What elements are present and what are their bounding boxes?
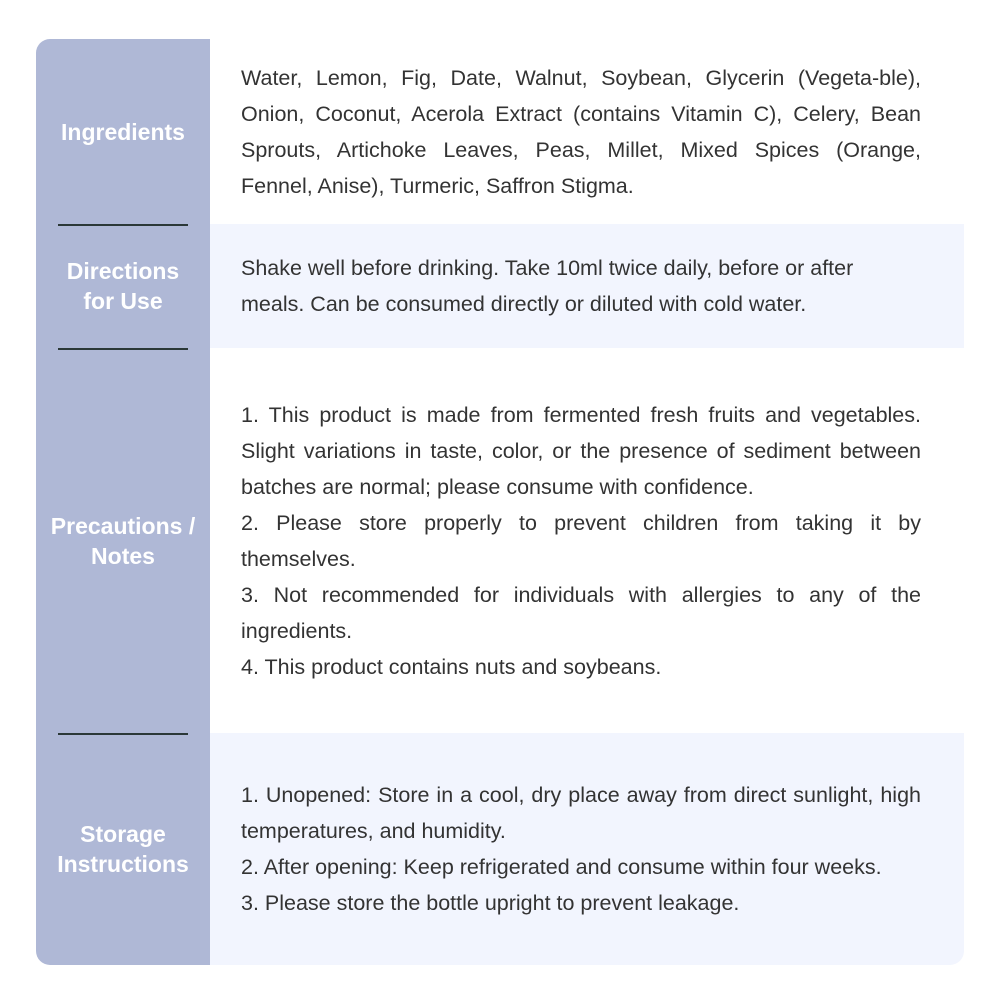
content-ingredients (210, 39, 964, 224)
content-precautions (210, 348, 964, 733)
directions-text: Shake well before drinking. Take 10ml twice daily, before or after meals. Can be consumed directly or diluted with cold water. (241, 256, 854, 316)
storage-item: 2. After opening: Keep refrigerated and consume within four weeks. (241, 855, 882, 879)
label-directions: Directions for Use (66, 258, 180, 314)
storage-item: 1. Unopened: Store in a cool, dry place away from direct sunlight, high temperatures, and humidity. (241, 783, 921, 843)
precaution-item: 3. Not recommended for individuals with allergies to any of the ingredients. (241, 582, 921, 643)
content-storage (210, 733, 964, 965)
content-directions (210, 224, 964, 348)
ingredients-text: Water, Lemon, Fig, Date, Walnut, Soybean, Glycerin (Vegeta-ble), Onion, Coconut, Acerola Extract (contains Vitamin C), Celery, Bean Sprouts, Artichoke Leaves, Peas, Millet, Mixed Spices (Orange, Fennel, Anise), Turmeric, Saffron Stigma. (241, 65, 921, 198)
label-storage: Storage Instructions (57, 821, 189, 877)
row-ingredients (36, 39, 964, 224)
product-info-table (36, 39, 964, 965)
label-precautions: Precautions / Notes (50, 512, 196, 569)
label-ingredients: Ingredients (61, 118, 185, 145)
precaution-item: 2. Please store properly to prevent children from taking it by themselves. (241, 510, 921, 571)
precaution-item: 1. This product is made from fermented fresh fruits and vegetables. Slight variations in taste, color, or the presence of sediment between batches are normal; please consume with confidence. (241, 402, 921, 499)
row-precautions (36, 348, 964, 733)
row-storage (36, 733, 964, 965)
precaution-item: 4. This product contains nuts and soybeans. (241, 654, 662, 679)
storage-item: 3. Please store the bottle upright to prevent leakage. (241, 891, 740, 915)
row-directions (36, 224, 964, 348)
